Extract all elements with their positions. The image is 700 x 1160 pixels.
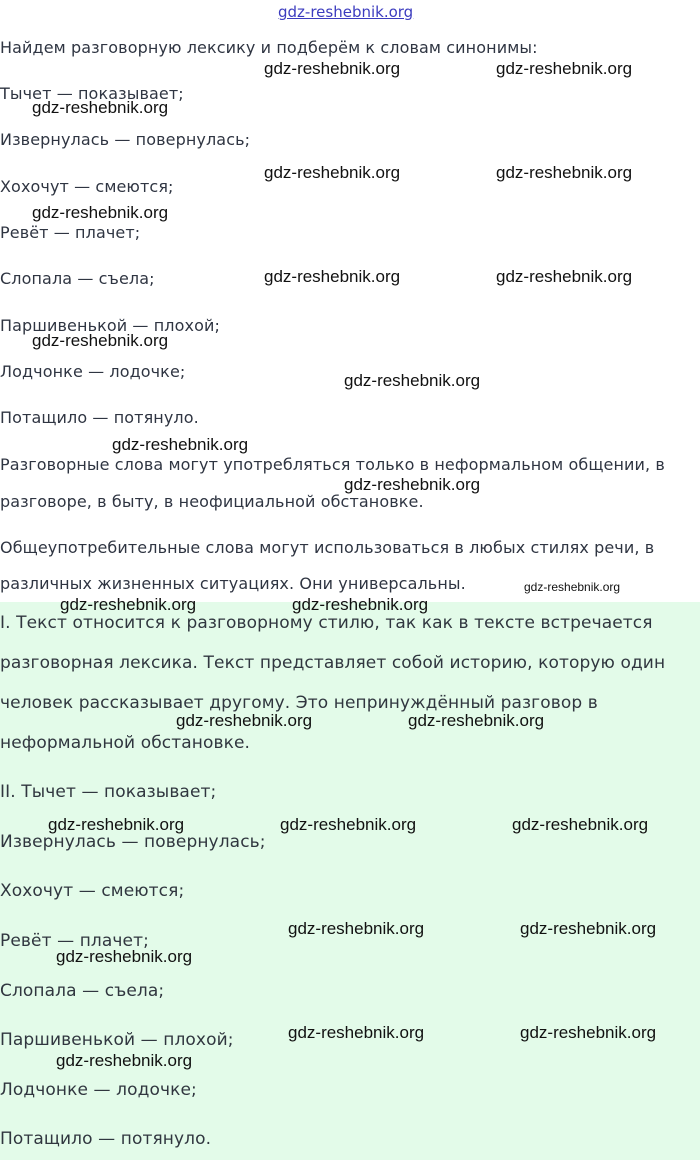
synonym-pair-4: Ревёт — плачет; — [0, 223, 141, 242]
watermark: gdz-reshebnik.org — [176, 711, 313, 730]
watermark: gdz-reshebnik.org — [520, 919, 657, 938]
synonym-pair-3: Хохочут — смеются; — [0, 177, 174, 196]
part2-pair-6: Паршивенькой — плохой; — [0, 1030, 234, 1050]
synonym-pair-5: Слопала — съела; — [0, 269, 155, 288]
watermark: gdz-reshebnik.org — [344, 475, 481, 494]
watermark: gdz-reshebnik.org — [292, 595, 429, 614]
watermark: gdz-reshebnik.org — [496, 59, 633, 78]
part1-line-4: неформальной обстановке. — [0, 733, 251, 753]
part2-pair-7: Лодчонке — лодочке; — [0, 1080, 197, 1100]
watermark: gdz-reshebnik.org — [264, 163, 401, 182]
synonym-pair-8: Потащило — потянуло. — [0, 408, 199, 427]
answer-section — [0, 602, 700, 1160]
part2-pair-3: Хохочут — смеются; — [0, 881, 185, 901]
watermark: gdz-reshebnik.org — [264, 59, 401, 78]
watermark: gdz-reshebnik.org — [408, 711, 545, 730]
watermark: gdz-reshebnik.org — [32, 203, 169, 222]
part2-pair-5: Слопала — съела; — [0, 981, 165, 1001]
paragraph1-line-1: Разговорные слова могут употребляться только в неформальном общении, в — [0, 455, 665, 474]
watermark: gdz-reshebnik.org — [264, 267, 401, 286]
watermark: gdz-reshebnik.org — [524, 580, 621, 594]
watermark: gdz-reshebnik.org — [32, 98, 169, 117]
watermark: gdz-reshebnik.org — [112, 435, 249, 454]
part2-pair-4: Ревёт — плачет; — [0, 931, 149, 951]
synonym-pair-6: Паршивенькой — плохой; — [0, 316, 220, 335]
watermark: gdz-reshebnik.org — [520, 1023, 657, 1042]
synonym-pair-2: Извернулась — повернулась; — [0, 130, 251, 149]
part1-line-2: разговорная лексика. Текст представляет собой историю, которую один — [0, 653, 666, 673]
watermark: gdz-reshebnik.org — [56, 947, 193, 966]
watermark: gdz-reshebnik.org — [496, 267, 633, 286]
site-header-link[interactable]: gdz-reshebnik.org — [278, 3, 414, 21]
watermark: gdz-reshebnik.org — [60, 595, 197, 614]
part2-pair-2: Извернулась — повернулась; — [0, 832, 266, 852]
synonym-pair-7: Лодчонке — лодочке; — [0, 362, 186, 381]
intro-text: Найдем разговорную лексику и подберём к словам синонимы: — [0, 38, 538, 57]
part1-line-3: человек рассказывает другому. Это непринуждённый разговор в — [0, 693, 598, 713]
watermark: gdz-reshebnik.org — [56, 1051, 193, 1070]
synonym-pair-1: Тычет — показывает; — [0, 84, 184, 103]
watermark: gdz-reshebnik.org — [288, 919, 425, 938]
part2-pair-8: Потащило — потянуло. — [0, 1129, 212, 1149]
watermark: gdz-reshebnik.org — [48, 815, 185, 834]
watermark: gdz-reshebnik.org — [496, 163, 633, 182]
paragraph2-line-2: различных жизненных ситуациях. Они универсальны. — [0, 574, 466, 593]
paragraph1-line-2: разговоре, в быту, в неофициальной обстановке. — [0, 492, 424, 511]
watermark: gdz-reshebnik.org — [32, 331, 169, 350]
watermark: gdz-reshebnik.org — [288, 1023, 425, 1042]
part1-line-1: I. Текст относится к разговорному стилю, так как в тексте встречается — [0, 613, 653, 633]
watermark: gdz-reshebnik.org — [344, 371, 481, 390]
part2-pair-1: II. Тычет — показывает; — [0, 782, 217, 802]
paragraph2-line-1: Общеупотребительные слова могут использоваться в любых стилях речи, в — [0, 538, 655, 557]
watermark: gdz-reshebnik.org — [512, 815, 649, 834]
watermark: gdz-reshebnik.org — [280, 815, 417, 834]
